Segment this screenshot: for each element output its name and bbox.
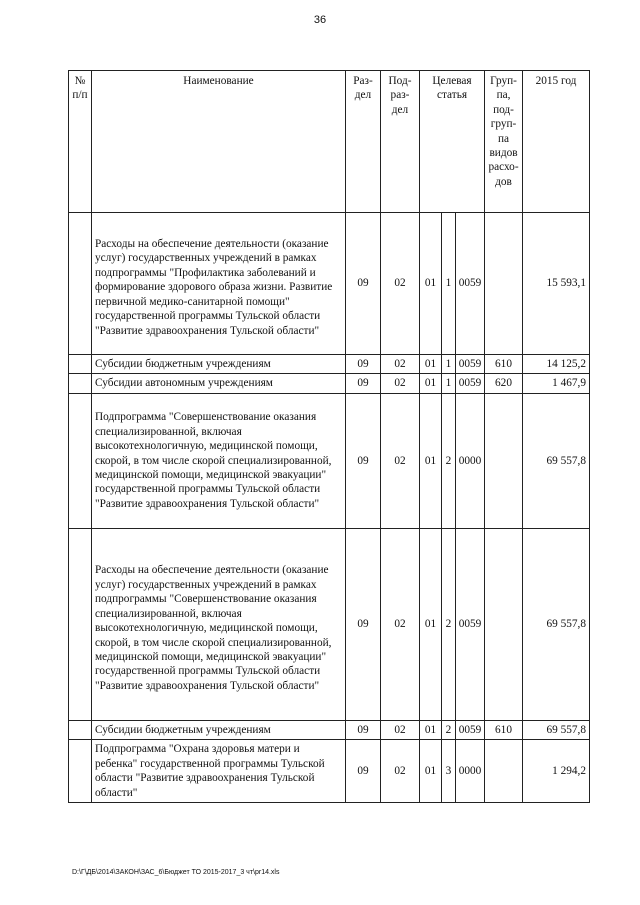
row-razdel: 09 bbox=[346, 213, 381, 355]
row-podrazdel: 02 bbox=[381, 740, 420, 803]
row-amount: 14 125,2 bbox=[523, 355, 590, 374]
row-target-2: 1 bbox=[442, 213, 456, 355]
row-amount: 69 557,8 bbox=[523, 393, 590, 528]
row-name: Расходы на обеспечение деятельности (оказание услуг) государственных учреждений в рамках подпрограммы "Совершенствование оказания специализированной, включая высокотехнологичную, медицинской помощи, скорой, в том числе скорой специализированной, медицинской помощи, медицинской эвакуации" государственной программы Тульской области "Развитие здравоохранения Тульской области" bbox=[92, 528, 346, 720]
row-target-3: 0059 bbox=[456, 355, 485, 374]
header-name: Наименование bbox=[92, 71, 346, 213]
row-podrazdel: 02 bbox=[381, 528, 420, 720]
row-number-cell bbox=[69, 355, 92, 374]
row-number-cell bbox=[69, 393, 92, 528]
row-amount: 69 557,8 bbox=[523, 720, 590, 739]
row-number-cell bbox=[69, 374, 92, 393]
budget-table bbox=[68, 70, 590, 803]
row-name: Расходы на обеспечение деятельности (оказание услуг) государственных учреждений в рамках подпрограммы "Профилактика заболеваний и формирование здорового образа жизни. Развитие первичной медико-санитарной помощи" государственной программы Тульской области "Развитие здравоохранения Тульской области" bbox=[92, 213, 346, 355]
row-target-3: 0000 bbox=[456, 740, 485, 803]
row-number-cell bbox=[69, 528, 92, 720]
row-target-3: 0059 bbox=[456, 213, 485, 355]
row-razdel: 09 bbox=[346, 355, 381, 374]
row-group bbox=[485, 213, 523, 355]
table-row bbox=[69, 720, 590, 739]
row-podrazdel: 02 bbox=[381, 374, 420, 393]
file-path-footer: D:\Г\ДБ\2014\ЗАКОН\ЗАС_6\Бюджет ТО 2015-2017_3 чт\pr14.xls bbox=[72, 869, 280, 876]
row-razdel: 09 bbox=[346, 720, 381, 739]
row-target-2: 3 bbox=[442, 740, 456, 803]
header-row bbox=[69, 71, 590, 213]
row-target-2: 1 bbox=[442, 355, 456, 374]
row-group: 610 bbox=[485, 355, 523, 374]
row-target-2: 1 bbox=[442, 374, 456, 393]
row-group bbox=[485, 393, 523, 528]
table-row bbox=[69, 374, 590, 393]
row-amount: 1 294,2 bbox=[523, 740, 590, 803]
row-target-2: 2 bbox=[442, 720, 456, 739]
row-target-1: 01 bbox=[420, 528, 442, 720]
row-target-1: 01 bbox=[420, 213, 442, 355]
table-row bbox=[69, 213, 590, 355]
row-target-3: 0000 bbox=[456, 393, 485, 528]
row-target-2: 2 bbox=[442, 393, 456, 528]
row-target-2: 2 bbox=[442, 528, 456, 720]
row-podrazdel: 02 bbox=[381, 355, 420, 374]
row-razdel: 09 bbox=[346, 393, 381, 528]
row-razdel: 09 bbox=[346, 740, 381, 803]
row-amount: 15 593,1 bbox=[523, 213, 590, 355]
header-year-2015: 2015 год bbox=[523, 71, 590, 213]
row-group bbox=[485, 740, 523, 803]
row-target-3: 0059 bbox=[456, 528, 485, 720]
page-number: 36 bbox=[313, 14, 327, 26]
row-razdel: 09 bbox=[346, 374, 381, 393]
header-target-article: Целевая статья bbox=[420, 71, 485, 213]
header-expense-group: Груп- па, под- груп- па видов расхо- дов bbox=[485, 71, 523, 213]
row-amount: 69 557,8 bbox=[523, 528, 590, 720]
row-target-3: 0059 bbox=[456, 720, 485, 739]
row-amount: 1 467,9 bbox=[523, 374, 590, 393]
row-podrazdel: 02 bbox=[381, 393, 420, 528]
row-podrazdel: 02 bbox=[381, 720, 420, 739]
row-target-1: 01 bbox=[420, 374, 442, 393]
row-name: Субсидии бюджетным учреждениям bbox=[92, 355, 346, 374]
row-target-1: 01 bbox=[420, 720, 442, 739]
row-name: Подпрограмма "Охрана здоровья матери и ребенка" государственной программы Тульской области "Развитие здравоохранения Тульской области" bbox=[92, 740, 346, 803]
row-name: Субсидии бюджетным учреждениям bbox=[92, 720, 346, 739]
row-target-1: 01 bbox=[420, 740, 442, 803]
row-podrazdel: 02 bbox=[381, 213, 420, 355]
table-row bbox=[69, 355, 590, 374]
header-razdel: Раз- дел bbox=[346, 71, 381, 213]
row-name: Субсидии автономным учреждениям bbox=[92, 374, 346, 393]
table-row bbox=[69, 528, 590, 720]
row-number-cell bbox=[69, 213, 92, 355]
row-group: 610 bbox=[485, 720, 523, 739]
row-number-cell bbox=[69, 740, 92, 803]
row-razdel: 09 bbox=[346, 528, 381, 720]
row-group: 620 bbox=[485, 374, 523, 393]
header-podrazdel: Под- раз- дел bbox=[381, 71, 420, 213]
row-group bbox=[485, 528, 523, 720]
header-num: № п/п bbox=[69, 71, 92, 213]
row-number-cell bbox=[69, 720, 92, 739]
row-name: Подпрограмма "Совершенствование оказания специализированной, включая высокотехнологичную, медицинской помощи, скорой, в том числе скорой специализированной, медицинской помощи, медицинской эвакуации" государственной программы Тульской области "Развитие здравоохранения Тульской области" bbox=[92, 393, 346, 528]
table-row bbox=[69, 393, 590, 528]
row-target-1: 01 bbox=[420, 355, 442, 374]
row-target-3: 0059 bbox=[456, 374, 485, 393]
table-row bbox=[69, 740, 590, 803]
row-target-1: 01 bbox=[420, 393, 442, 528]
